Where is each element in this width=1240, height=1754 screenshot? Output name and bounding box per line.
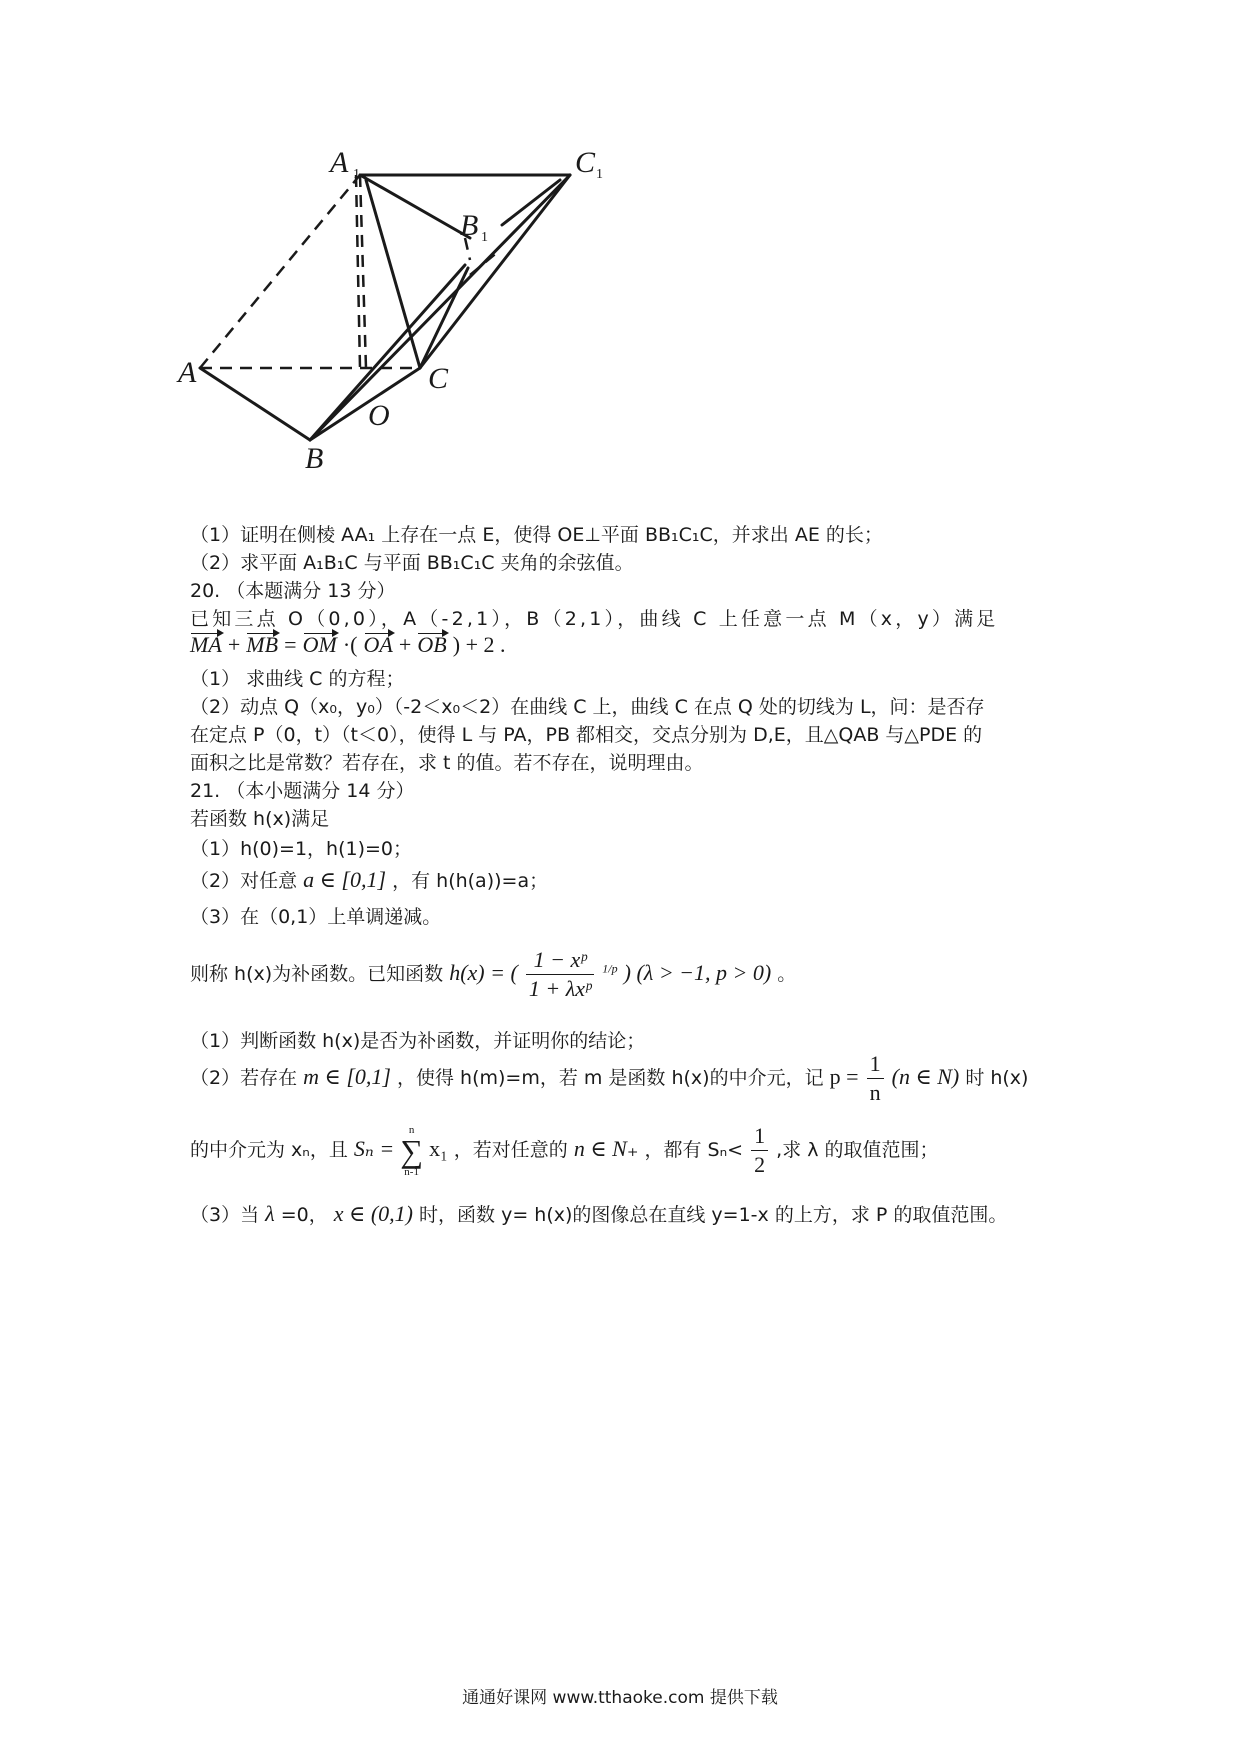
label-c: C (428, 362, 449, 395)
label-o: O (368, 399, 390, 432)
vector-ma: MA (190, 632, 222, 657)
cond2-post: ，有 h(h(a))=a； (392, 870, 549, 892)
edge-a-b (200, 368, 310, 440)
summation-symbol (400, 1124, 423, 1178)
q21-cond1: （1）h(0)=1，h(1)=0； (190, 838, 413, 860)
q20-part1: （1） 求曲线 C 的方程； (190, 668, 405, 690)
p2b-mid2: ，都有 Sₙ< (644, 1139, 744, 1161)
edge-c1-b (310, 175, 570, 440)
q21-cond2 (190, 866, 548, 893)
p2b-half-den: 2 (754, 1152, 766, 1177)
p2b-half-num: 1 (751, 1122, 768, 1151)
edge-a1-o (360, 175, 366, 368)
label-c1-sub: 1 (596, 167, 603, 182)
p2-mid: ，使得 h(m)=m，若 m 是函数 h(x)的中介元，记 (396, 1067, 824, 1089)
q20-part2-line3: 面积之比是常数？若存在，求 t 的值。若不存在，说明理由。 (190, 752, 704, 774)
q21-definition (190, 946, 796, 1003)
label-a: A (178, 356, 197, 389)
sum-lower: n-1 (404, 1165, 419, 1178)
p3-pre: （3）当 (190, 1204, 260, 1226)
label-b1-sub: 1 (481, 230, 488, 245)
page-footer: 通通好课网 www.tthaoke.com 提供下载 (462, 1688, 778, 1708)
q21-part2-line1 (190, 1050, 1028, 1107)
label-a1: A (330, 146, 349, 179)
edge-a1-c (366, 180, 420, 368)
q21-part1: （1）判断函数 h(x)是否为补函数，并证明你的结论； (190, 1030, 646, 1052)
p2b-x: x₁ (429, 1136, 448, 1161)
def-exponent: 1/p (602, 961, 618, 976)
p2b-pre: 的中介元为 xₙ，且 (190, 1139, 348, 1161)
prism-diagram (178, 146, 700, 530)
q20-stem: 已知三点 O（0,0），A（-2,1），B（2,1），曲线 C 上任意一点 M（x，y）满足 (190, 608, 999, 630)
formula-dot: ·( (342, 632, 358, 657)
def-fraction (526, 946, 594, 1003)
edge-b1-c1 (502, 180, 560, 225)
q19-part2: （2）求平面 A₁B₁C 与平面 BB₁C₁C 夹角的余弦值。 (190, 552, 634, 574)
def-lhs: h(x) = ( (449, 960, 518, 985)
p3-tail: 时，函数 y= h(x)的图像总在直线 y=1-x 的上方，求 P 的取值范围。 (419, 1204, 1008, 1226)
q19-part1: （1）证明在侧棱 AA₁ 上存在一点 E，使得 OE⊥平面 BB₁C₁C，并求出 AE 的长； (190, 524, 883, 546)
p2-pre: （2）若存在 (190, 1067, 298, 1089)
q21-part3 (190, 1200, 1007, 1227)
q21-cond3: （3）在（0,1）上单调递减。 (190, 906, 442, 928)
edge-a1-b1 (360, 175, 470, 238)
q21-intro: 若函数 h(x)满足 (190, 808, 330, 830)
vector-ob: OB (417, 632, 447, 657)
formula-tail: ) + 2 . (452, 632, 506, 657)
label-b: B (305, 442, 324, 475)
p3-x: x ∈ (0,1) (333, 1201, 413, 1226)
p2-n: (n ∈ N) (891, 1064, 960, 1089)
cond2-math: a ∈ [0,1] (303, 867, 387, 892)
vector-oa: OA (363, 632, 393, 657)
p2-fraction (867, 1050, 884, 1107)
p2-frac-den: n (869, 1080, 881, 1105)
p2-tail: 时 h(x) (965, 1067, 1029, 1089)
label-c1: C (575, 146, 596, 179)
edge-c-b1 (420, 268, 468, 368)
sigma-icon: ∑ (400, 1132, 424, 1169)
q20-part2-line2: 在定点 P（0，t）（t＜0），使得 L 与 PA，PB 都相交，交点分别为 D,E，且△QAB 与△PDE 的 (190, 724, 983, 746)
p3-lambda: λ (265, 1201, 275, 1226)
formula-plus2: + (398, 632, 412, 657)
p2-frac-num: 1 (867, 1050, 884, 1079)
p2-p: p = (829, 1064, 859, 1089)
def-numerator: 1 − xᵖ (526, 946, 594, 975)
edge-a1-o2 (356, 175, 360, 368)
sum-upper: n (408, 1123, 415, 1136)
def-denominator: 1 + λxᵖ (528, 976, 592, 1001)
formula-eq: = (284, 632, 297, 657)
p2b-n: n ∈ N₊ (573, 1136, 639, 1161)
label-b1: B (460, 209, 479, 242)
cond2-pre: （2）对任意 (190, 870, 298, 892)
q21-heading: 21. （本小题满分 14 分） (190, 780, 415, 802)
p2b-tail: ,求 λ 的取值范围； (776, 1139, 939, 1161)
formula-plus: + (227, 632, 241, 657)
def-post: 。 (777, 963, 797, 985)
p2b-s: Sₙ = (353, 1136, 395, 1161)
p3-mid: =0， (280, 1204, 328, 1226)
p2b-half (751, 1122, 768, 1179)
edge-c-c1 (420, 175, 570, 368)
vector-om: OM (302, 632, 337, 657)
q20-part2-line1: （2）动点 Q（x₀，y₀）（-2＜x₀＜2）在曲线 C 上，曲线 C 在点 Q 处的切线为 L，问：是否存 (190, 696, 985, 718)
vector-mb: MB (246, 632, 279, 657)
def-condition: ) (λ > −1, p > 0) (623, 960, 772, 985)
p2b-mid: ，若对任意的 (453, 1139, 568, 1161)
edge-a-a1 (200, 175, 360, 368)
label-a1-sub: 1 (353, 167, 360, 182)
q20-heading: 20. （本题满分 13 分） (190, 580, 396, 602)
prism-figure-svg (178, 146, 700, 530)
def-pre: 则称 h(x)为补函数。已知函数 (190, 963, 444, 985)
q20-formula (190, 632, 505, 658)
q21-part2-line2 (190, 1122, 939, 1179)
p2-m: m ∈ [0,1] (303, 1064, 391, 1089)
